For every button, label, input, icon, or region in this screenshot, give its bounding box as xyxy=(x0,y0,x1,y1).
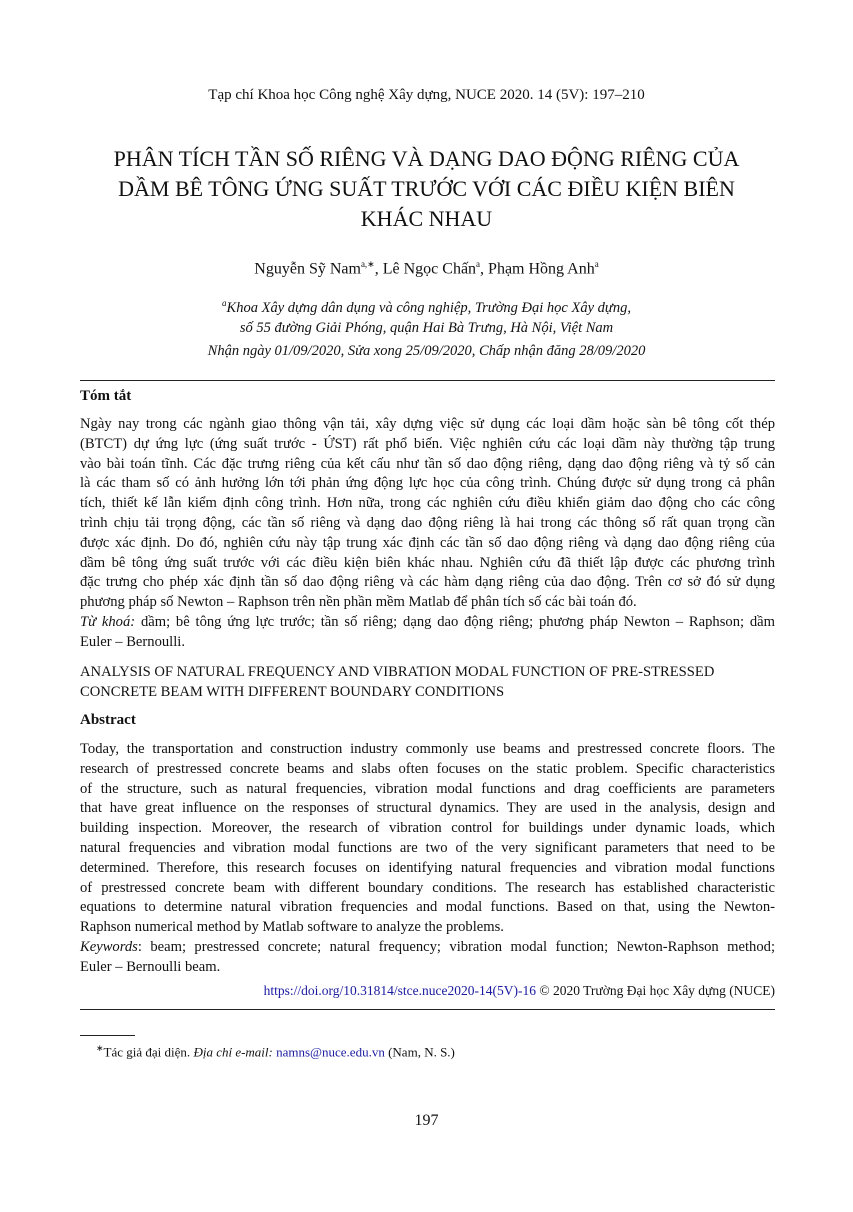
english-title-line: CONCRETE BEAM WITH DIFFERENT BOUNDARY CONDITIONS xyxy=(80,683,505,700)
abstract-line: Today, the transportation and construction industry commonly use beams and prestressed concrete floors. The xyxy=(80,741,775,757)
abstract-line: of the structure, such as natural frequencies, vibration modal functions and drag coefficients are parameters xyxy=(80,780,775,797)
en-abstract-body xyxy=(80,740,775,938)
abstract-line: phương pháp số Newton – Raphson trên nền phần mềm Matlab để phân tích số các bài toán đó. xyxy=(80,594,637,611)
english-title xyxy=(80,663,775,702)
email-link[interactable]: namns@nuce.edu.vn xyxy=(276,1044,385,1060)
vi-abstract-body xyxy=(80,415,775,613)
footnote-mark: ∗ xyxy=(96,1043,104,1053)
author-name: Lê Ngọc Chấn xyxy=(382,260,477,278)
abstract-line: research of prestressed concrete beams and slabs often focuses on the static problem. Specific characteristics xyxy=(80,760,775,777)
affiliation-line: số 55 đường Giải Phóng, quận Hai Bà Trưng, Hà Nội, Việt Nam xyxy=(239,319,614,336)
keywords-text: dầm; bê tông ứng lực trước; tần số riêng; dạng dao động riêng; phương pháp Newton – Raphson; dầm xyxy=(135,614,775,630)
abstract-line: building inspection. Moreover, the research of vibration control for buildings under dynamic loads, which xyxy=(80,820,775,837)
en-abstract-heading: Abstract xyxy=(80,712,136,728)
copyright: © 2020 Trường Đại học Xây dựng (NUCE) xyxy=(535,983,775,998)
abstract-line: determined. Therefore, this research focuses on identifying natural frequencies and vibration modal functions xyxy=(80,859,775,876)
abstract-line: Raphson numerical method by Matlab software to analyze the problems. xyxy=(80,919,504,936)
keywords-label: Từ khoá: xyxy=(80,614,136,630)
vi-keywords xyxy=(80,613,775,653)
author-sup: a xyxy=(594,259,599,269)
abstract-line: tích, thiết kế lẫn kiểm định công trình. Hơn nữa, trong các nghiên cứu điều khiển giảm dao động cho các công xyxy=(80,495,775,512)
en-keywords xyxy=(80,938,775,978)
vi-abstract-heading: Tóm tắt xyxy=(80,388,132,404)
author-sup: a,∗ xyxy=(360,259,375,269)
paper-title xyxy=(0,144,853,234)
authors: Nguyễn Sỹ Nam$^{a,∗}$, Lê Ngọc Chấn$^a$, Phạm Hồng Anh$^a$ xyxy=(254,259,599,278)
title-line: KHÁC NHAU xyxy=(360,206,493,231)
divider xyxy=(80,380,775,381)
title-line: DẦM BÊ TÔNG ỨNG SUẤT TRƯỚC VỚI CÁC ĐIỀU KIỆN BIÊN xyxy=(118,176,735,201)
abstract-line: là các tham số có ảnh hưởng lớn tới phản ứng động lực học của công trình. Chúng được sử dụng trong cả phân xyxy=(80,475,775,492)
abstract-line: trình chịu tải trọng động, các tần số riêng và dạng dao động riêng là hai trong các thông số rất quan trọng cần xyxy=(80,514,775,531)
abstract-line: Ngày nay trong các ngành giao thông vận tải, xây dựng việc sử dụng các loại dầm hoặc sàn bê tông cốt thép xyxy=(80,416,775,432)
abstract-line: vào bài toán tĩnh. Các đặc trưng riêng của kết cấu như tần số dao động riêng, dạng dao động riêng và tỷ số cản xyxy=(80,455,775,472)
footnote-text: Tác giả đại diện. xyxy=(103,1044,194,1060)
title-line: PHÂN TÍCH TẦN SỐ RIÊNG VÀ DẠNG DAO ĐỘNG RIÊNG CỦA xyxy=(113,146,740,171)
abstract-line: (BTCT) dự ứng lực (ứng suất trước - ỨST) rất phổ biến. Việc nghiên cứu các loại dầm này thường tập trung xyxy=(80,435,775,452)
page-number: 197 xyxy=(414,1112,439,1129)
doi-line xyxy=(264,983,775,999)
doi-link[interactable]: https://doi.org/10.31814/stce.nuce2020-14(5V)-16 xyxy=(263,983,536,998)
abstract-line: that have great influence on the responses of structural dynamics. They are used in the analysis, design and xyxy=(80,800,775,817)
affiliation xyxy=(0,293,853,338)
author-name: Nguyễn Sỹ Nam xyxy=(254,260,361,278)
affiliation-line: Khoa Xây dựng dân dụng và công nghiệp, Trường Đại học Xây dựng, xyxy=(226,299,631,316)
footnote-suffix: (Nam, N. S.) xyxy=(384,1044,455,1060)
author-name: Phạm Hồng Anh xyxy=(488,260,595,278)
keywords-text: Euler – Bernoulli beam. xyxy=(80,958,221,975)
abstract-line: đặc trưng cho phép xác định tần số dao động riêng và các hàm dạng riêng của dao động. Trên cơ sở đó sử dụng xyxy=(80,574,775,591)
abstract-line: equations to determine natural vibration frequencies and modal functions. Based on that, using the Newton- xyxy=(80,899,775,916)
abstract-line: được xác định. Do đó, nghiên cứu này tập trung xác định các tần số dao động riêng và dạng dao động riêng của xyxy=(80,534,775,551)
divider xyxy=(80,1009,775,1010)
abstract-line: of prestressed concrete beam with different boundary conditions. The research has established characteristic xyxy=(80,879,775,896)
keywords-text: : beam; prestressed concrete; natural frequency; vibration modal function; Newton-Raphson method; xyxy=(137,939,775,955)
keywords-label: Keywords xyxy=(80,939,138,955)
footnote xyxy=(96,1043,455,1060)
abstract-line: natural frequencies and vibration modal functions are two of the very significant parameters that need to be xyxy=(80,839,775,856)
email-label: Địa chỉ e-mail: xyxy=(193,1044,273,1060)
journal-header: Tạp chí Khoa học Công nghệ Xây dựng, NUCE 2020. 14 (5V): 197–210 xyxy=(208,87,645,103)
english-title-line: ANALYSIS OF NATURAL FREQUENCY AND VIBRATION MODAL FUNCTION OF PRE-STRESSED xyxy=(80,664,715,680)
keywords-text: Euler – Bernoulli. xyxy=(80,633,185,650)
dates: Nhận ngày 01/09/2020, Sửa xong 25/09/2020, Chấp nhận đăng 28/09/2020 xyxy=(207,343,646,359)
affiliation-sup: a xyxy=(222,298,227,308)
abstract-line: dầm bê tông ứng suất trước với các điều kiện biên khác nhau. Nghiên cứu đã thiết lập được các phương trình xyxy=(80,554,775,571)
author-sup: a xyxy=(476,259,481,269)
footnote-rule xyxy=(80,1035,135,1036)
